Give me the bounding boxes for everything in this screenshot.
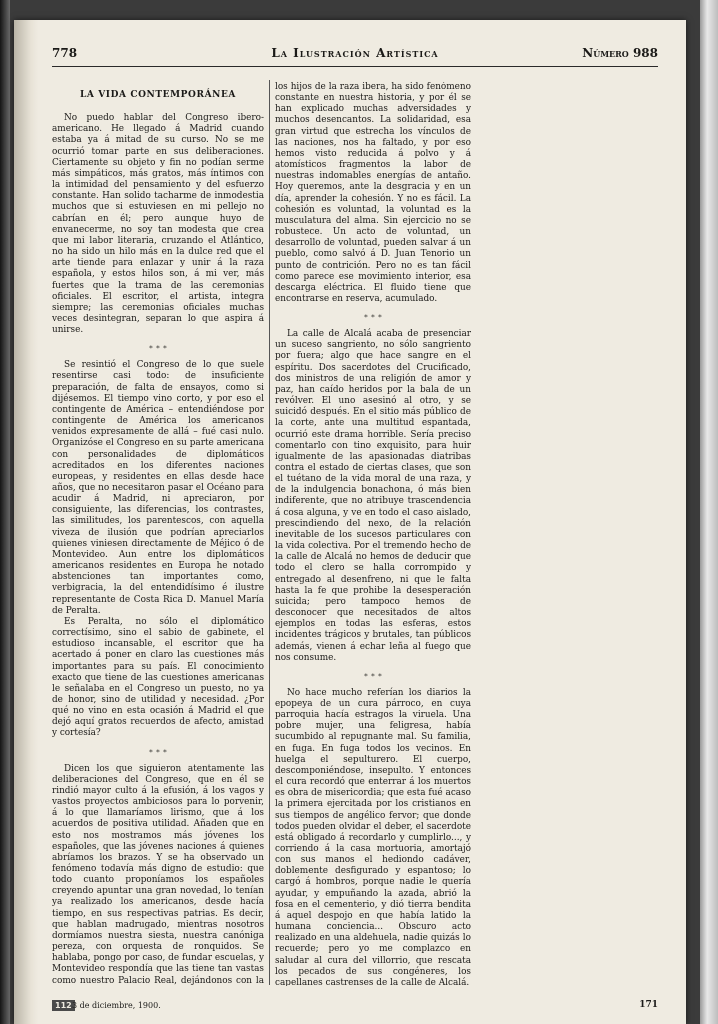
section-separator: ∗ ∗ ∗: [363, 312, 383, 321]
footer-badge: 112: [52, 1000, 75, 1011]
scan-edge-left: [0, 0, 10, 1024]
blank-column-area: [476, 80, 658, 985]
folio-number: 171: [639, 1000, 658, 1010]
paragraph: Es Peralta, no sólo el diplomático correctísimo, sino el sabio de gabinete, el estudioso incansable, el escritor que ha acertado á poner en claro las cuestiones más importantes para su país. El conocimiento exacto que tiene de las cuestiones americanas le señalaba en el Congreso un puesto, no ya de honor, sino de utilidad y necesidad. ¿Por qué no vino en esta ocasión á Madrid el que dejó aquí gratos recuerdos de afecto, amistad y cortesía?: [52, 616, 264, 739]
scan-edge-right: [700, 0, 718, 1024]
section-separator: ∗ ∗ ∗: [148, 343, 168, 352]
paragraph: No puedo hablar del Congreso ibero-americano. He llegado á Madrid cuando estaba ya á mitad de su curso. No se me ocurrió tomar parte en sus deliberaciones. Ciertamente su objeto y fin no podían serme más simpáticos, más gratos, más íntimos con la intimidad del pensamiento y del esfuerzo constante. Han solido tacharme de inmodestia muchos que si estuviesen en mi pellejo no cabrían en él; pero aunque huyo de envanecerme, no soy tan modesta que crea que mi labor literaria, cruzando el Atlántico, no ha sido un hilo más en la dulce red que el arte tiende para enlazar y unir á la raza española, y estos hilos son, á mi ver, más fuertes que la trama de las ceremonias oficiales. El escritor, el artista, integra siempre; las ceremonias oficiales muchas veces desintegran, separan lo que aspira á unirse.: [52, 113, 264, 336]
page-number: 778: [52, 46, 78, 60]
article-column-2: [275, 82, 471, 986]
issue-number: Número 988: [582, 46, 658, 60]
column-divider: [269, 80, 270, 985]
journal-title: La Ilustración Artística: [271, 46, 439, 60]
article-title: LA VIDA CONTEMPORÁNEA: [79, 90, 237, 100]
section-separator: ∗ ∗ ∗: [363, 670, 383, 679]
paragraph: La calle de Alcalá acaba de presenciar un suceso sangriento, no sólo sangriento por fuera; algo que hace sangre en el espíritu. Dos sacerdotes del Crucificado, dos ministros de una religión de amor y paz, han caído heridos por la bala de un revólver. El uno asesinó al otro, y se suicidó después. En el sitio más público de la corte, ante una multitud espantada, ocurrió este drama horrible. Sería preciso comentarlo con tino exquisito, para huir igualmente de las apasionadas diatribas contra el estado de ciertas clases, que son el tuétano de la vida moral de una raza, y de la indulgencia bonachona, ó más bien indiferente, que no atribuye trascendencia á cosa alguna, y ve en todo el caso aislado, prescindiendo del nexo, de la relación inevitable de los sucesos particulares con la vida colectiva. Por el tremendo hecho de la calle de Alcalá no hemos de deducir que todo el clero se halla corrompido y entregado al desenfreno, ni que le falta hasta la fe que prohibe la desesperación suicida; pero tampoco hemos de desconocer que necesitados de altos ejemplos en todas las esferas, estos incidentes trágicos y brutales, tan públicos además, vienen á echar leña al fuego que nos consume.: [275, 329, 471, 663]
header-rule: [52, 66, 658, 67]
paragraph: Se resintió el Congreso de lo que suele resentirse casi todo: de insuficiente preparación, de falta de ensayos, como si dijésemos. El tiempo vino corto, y por eso el contingente de América – entendiéndose por contingente de América los americanos venidos expresamente de allá – fué casi nulo. Organizóse el Congreso en su parte americana con personalidades de diplomáticos acreditados en los diferentes naciones europeas, y residentes en ellas desde hace años, que no necesitaron pasar el Océano para acudir á Madrid, ni apreciaron, por consiguiente, las diferencias, los contrastes, las similitudes, los parentescos, con aquella viveza de ilusión que podrían apreciarlos quienes viniesen directamente de Méjico ó de Montevideo. Aun entre los diplomáticos americanos residentes en Europa he notado abstenciones tan importantes como, verbigracia, la del entendidísimo é ilustre representante de Costa Rica D. Manuel María de Peralta.: [52, 360, 264, 616]
page-spine-shadow: [14, 20, 38, 1024]
section-separator: ∗ ∗ ∗: [148, 746, 168, 755]
article-column-1: [52, 82, 264, 986]
paragraph: Dicen los que siguieron atentamente las deliberaciones del Congreso, que en él se rindió mayor culto á la efusión, á los vagos y vastos proyectos ambiciosos para lo porvenir, á lo que llamaríamos lirismo, que á los acuerdos de positiva utilidad. Añaden que en esto nos mostramos más jóvenes los españoles, que las jóvenes naciones á quienes abríamos los brazos. Y se ha observado un fenómeno todavía más digno de estudio: que todo cuanto proponíamos los españoles creyendo apuntar una gran novedad, lo tenían ya realizado los americanos, desde hacía tiempo, en sus respectivas patrias. Es decir, que hablan madrugado, mientras nosotros dormíamos nuestra siesta, nuestra canóniga pereza, con orquesta de ronquidos. Se hablaba, pongo por caso, de fundar escuelas, y Montevideo respondía que las tiene tan vastas como nuestro Palacio Real, dejándonos con la: [52, 763, 264, 986]
paragraph: los hijos de la raza ibera, ha sido fenómeno constante en nuestra historia, y por él se han explicado muchas adversidades y muchos desencantos. La solidaridad, esa gran virtud que estrecha los vínculos de las naciones, nos ha faltado, y por eso hemos visto reducida á polvo y á atomísticos fragmentos la labor de nuestras indomables energías de antaño. Hoy queremos, ante la desgracia y en un día, aprender la cohesión. Y no es fácil. La cohesión es voluntad, la voluntad es la musculatura del alma. Sin ejercicio no se robustece. Un acto de voluntad, un desarrollo de voluntad, pueden salvar á un pueblo, como salvó á D. Juan Tenorio un punto de contrición. Pero no es tan fácil como parece ese movimiento interior, esa descarga eléctrica. El fluido tiene que encontrarse en reserva, acumulado.: [275, 82, 471, 304]
magazine-page: [14, 20, 686, 1024]
running-head: [52, 44, 658, 66]
paragraph: No hace mucho referían los diarios la epopeya de un cura párroco, en cuya parroquia hacía estragos la viruela. Una pobre mujer, una feligresa, había sucumbido al repugnante mal. Su familia, en fuga. En fuga todos los vecinos. En huelga el sepulturero. El cuerpo, descomponiéndose, insepulto. Y entonces el cura recordó que enterrar á los muertos es obra de misericordia; que esta fué acaso la primera ejercitada por los cristianos en sus tiempos de angélico fervor; que donde todos pueden olvidar el deber, el sacerdote está obligado á recordarlo y cumplirlo..., y corriendo á la casa mortuoria, amortajó con sus manos el hediondo cadáver, doblemente desfigurado y espantoso; lo cargó á hombros, porque nadie le quería ayudar, y empuñando la azada, abrió la fosa en el cementerio, y dió tierra bendita á aquel despojo en que había latido la humana conciencia... Obscuro acto realizado en una aldehuela, nadie quizás lo recuerde; pero yo me complazco en saludar al cura del villorrio, que rescata los pecados de sus congéneres, los capellanes castrenses de la calle de Alcalá.: [275, 687, 471, 986]
footer-date: 3 de diciembre, 1900.: [72, 1001, 161, 1010]
page-footer: [52, 1000, 658, 1018]
